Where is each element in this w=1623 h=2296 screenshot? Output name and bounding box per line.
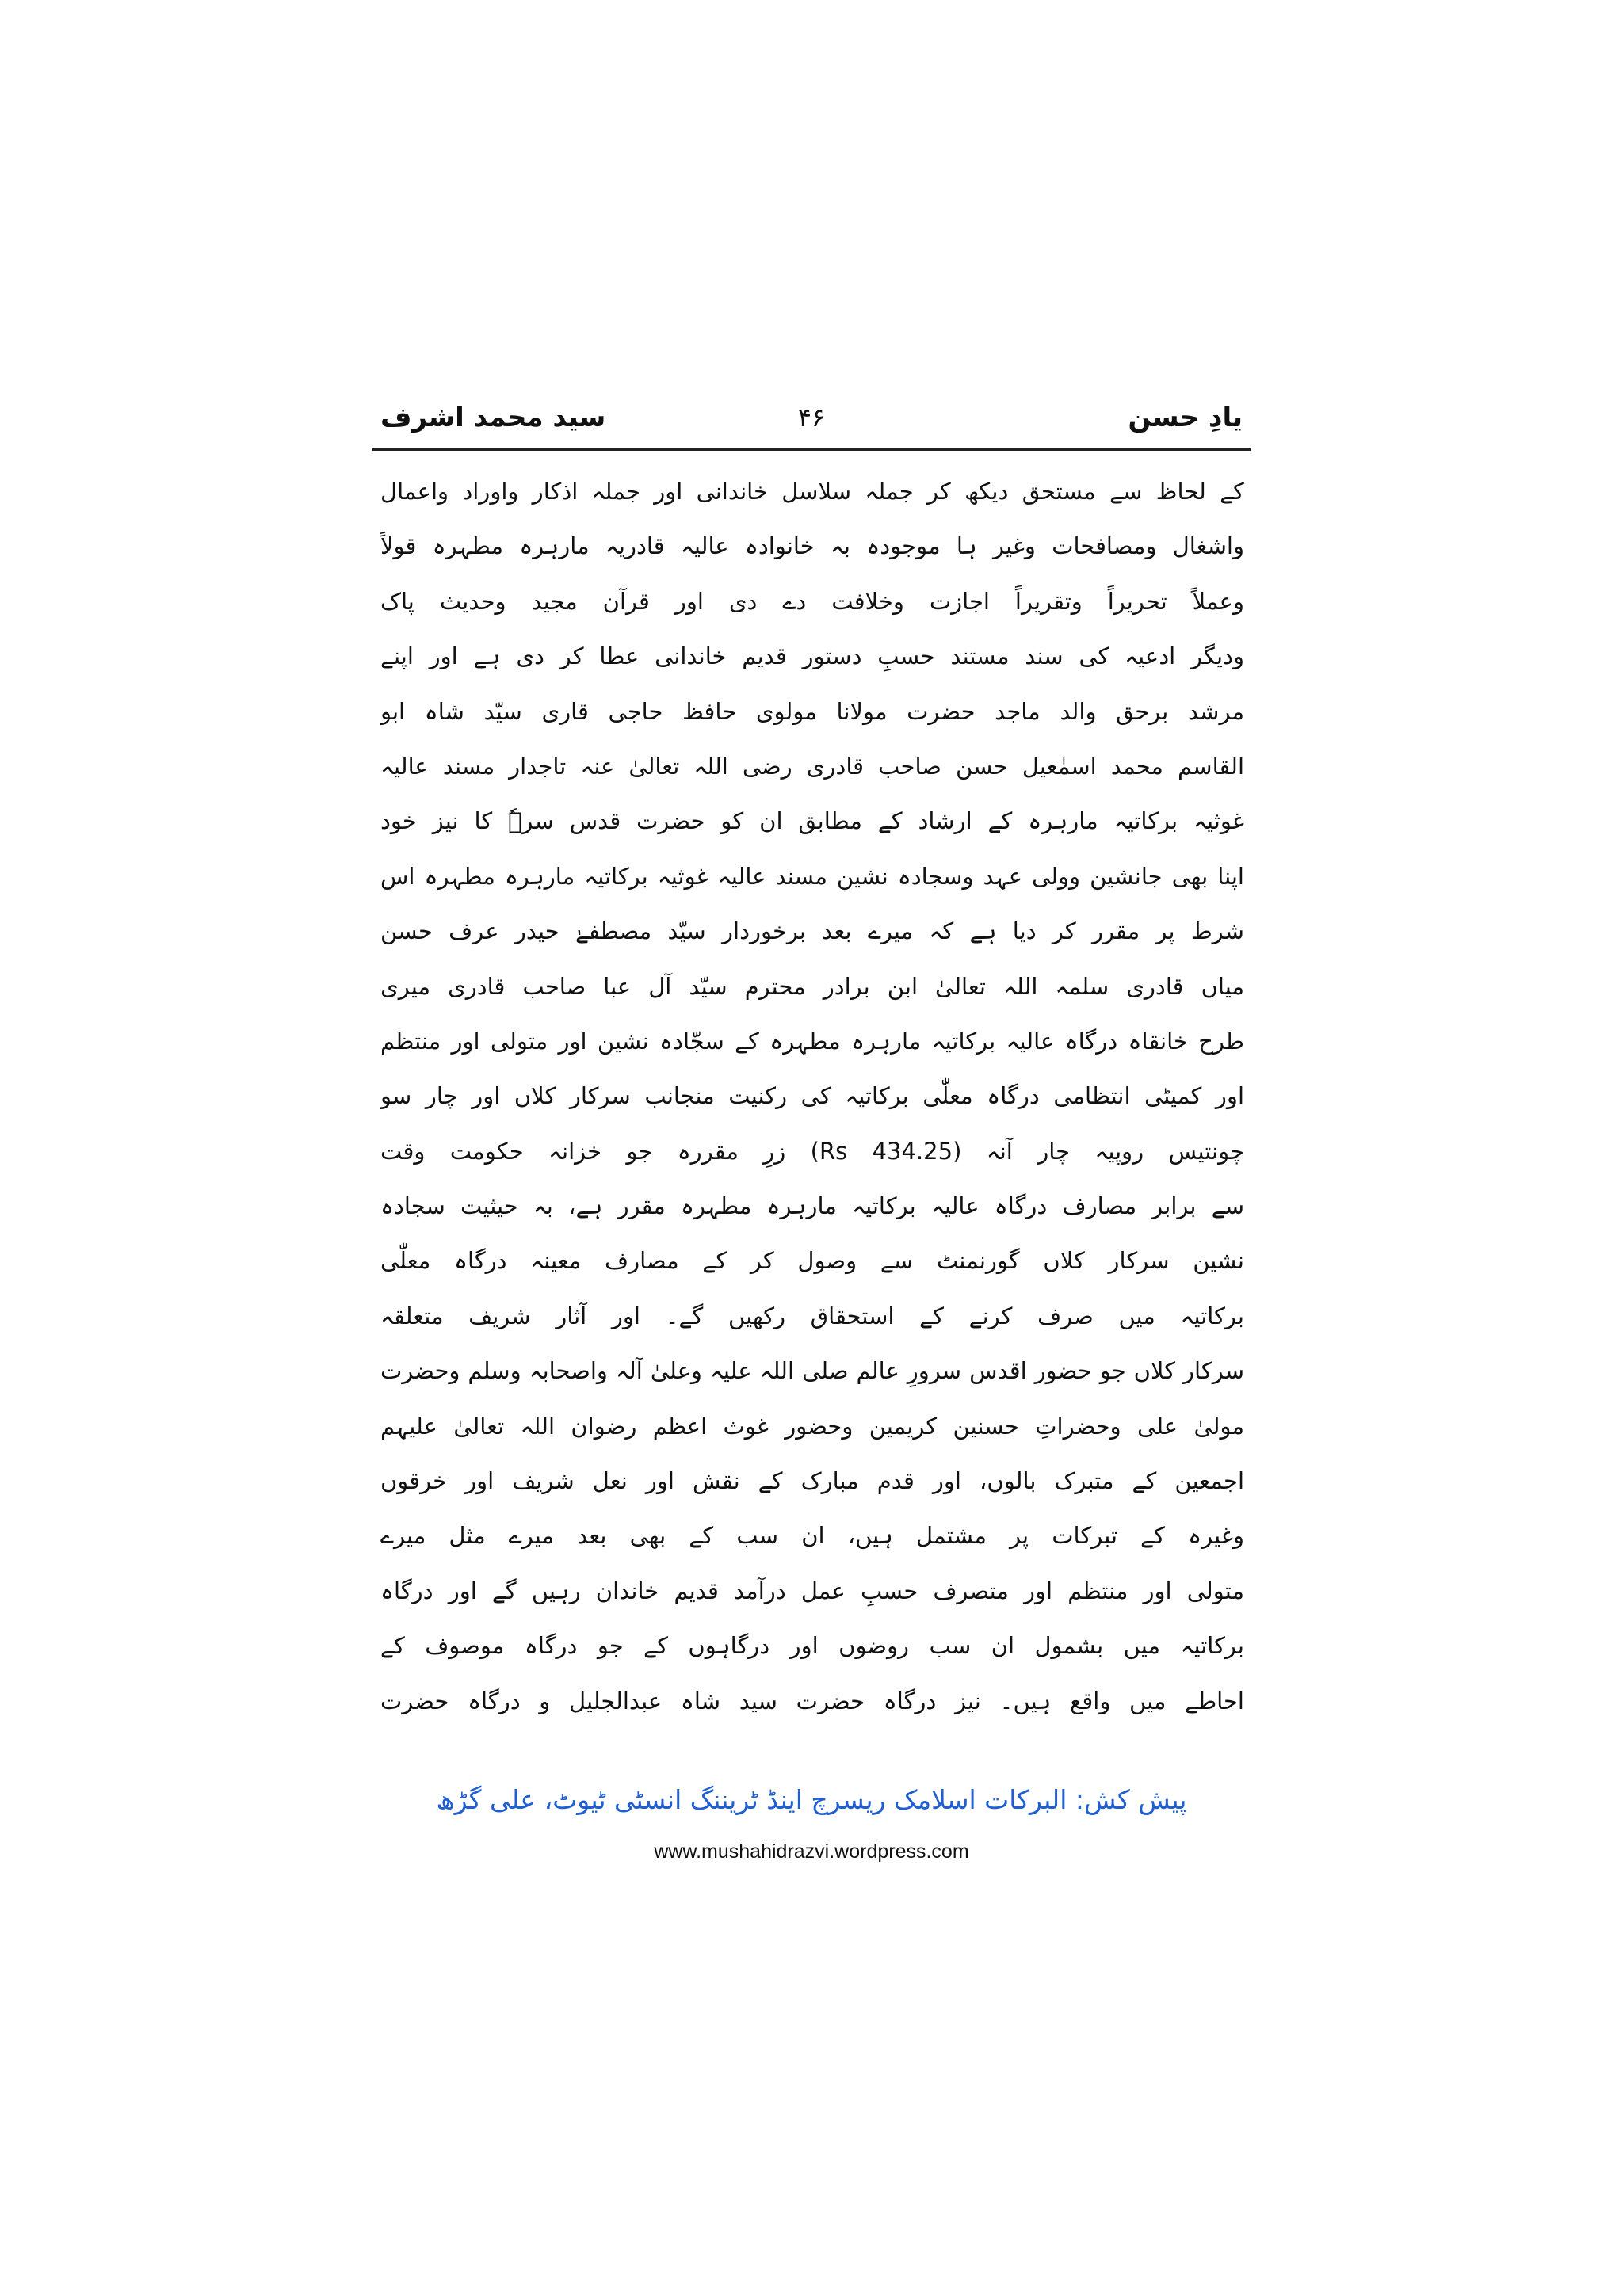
body-line: واشغال ومصافحات وغیر ہا موجودہ بہ خانوادہ عالیہ قادریہ مارہرہ مطہرہ قولاً	[380, 532, 1244, 560]
body-line: احاطے میں واقع ہیں۔ نیز درگاہ حضرت سید شاہ عبدالجلیل و درگاہ حضرت	[380, 1687, 1244, 1714]
body-line: سرکار کلاں جو حضور اقدس سرورِ عالم صلی اللہ علیہ وعلیٰ آلہ واصحابہ وسلم وحضرت	[380, 1357, 1244, 1385]
body-line: کے لحاظ سے مستحق دیکھ کر جملہ سلاسل خاندانی اور جملہ اذکار واوراد واعمال	[380, 478, 1244, 505]
body-line: وغیرہ کے تبرکات پر مشتمل ہیں، ان سب کے بھی بعد میرے مثل میرے	[380, 1522, 1244, 1550]
book-title: یادِ حسن	[1128, 402, 1243, 433]
body-line: وعملاً تحریراً وتقریراً اجازت وخلافت دے دی اور قرآن مجید وحدیث پاک	[380, 587, 1244, 615]
body-line: برکاتیہ میں بشمول ان سب روضوں اور درگاہوں کے جو درگاہ موصوف کے	[380, 1632, 1244, 1660]
body-line: چونتیس روپیہ چار آنہ (Rs 434.25) زرِ مقررہ جو خزانہ حکومت وقت	[380, 1137, 1244, 1165]
body-line: غوثیہ برکاتیہ مارہرہ کے ارشاد کے مطابق ان کو حضرت قدس سرہٗ کا نیز خود	[380, 807, 1244, 835]
body-line: القاسم محمد اسمٰعیل حسن صاحب قادری رضی اللہ تعالیٰ عنہ تاجدار مسند عالیہ	[380, 752, 1244, 780]
page-number: ۴۶	[797, 402, 826, 433]
body-line: اجمعین کے متبرک بالوں، اور قدم مبارک کے نقش اور نعل شریف اور خرقوں	[380, 1467, 1244, 1495]
body-line: ودیگر ادعیہ کی سند مستند حسبِ دستور قدیم خاندانی عطا کر دی ہے اور اپنے	[380, 643, 1244, 670]
body-text	[380, 464, 1244, 1729]
body-line: برکاتیہ میں صرف کرنے کے استحقاق رکھیں گے۔ اور آثار شریف متعلقہ	[380, 1302, 1244, 1329]
body-line: مرشد برحق والد ماجد حضرت مولانا مولوی حافظ حاجی قاری سیّد شاہ ابو	[380, 697, 1244, 725]
body-line: متولی اور منتظم اور متصرف حسبِ عمل درآمد قدیم خاندان رہیں گے اور درگاہ	[380, 1577, 1244, 1604]
body-line: طرح خانقاہ درگاہ عالیہ برکاتیہ مارہرہ مطہرہ کے سجّادہ نشین اور متولی اور منتظم	[380, 1027, 1244, 1055]
publisher-credit: پیش کش: البرکات اسلامک ریسرچ اینڈ ٹریننگ انسٹی ٹیوٹ، علی گڑھ	[436, 1784, 1187, 1815]
body-line: مولیٰ علی وحضراتِ حسنین کریمین وحضور غوث اعظم رضوان اللہ تعالیٰ علیہم	[380, 1412, 1244, 1440]
author-title: سید محمد اشرف	[380, 402, 606, 433]
body-line: اور کمیٹی انتظامی درگاہ معلّٰی برکاتیہ کی رکنیت منجانب سرکار کلاں اور چار سو	[380, 1082, 1244, 1110]
header-rule	[372, 448, 1251, 451]
website-url[interactable]: www.mushahidrazvi.wordpress.com	[654, 1840, 969, 1863]
body-line: نشین سرکار کلاں گورنمنٹ سے وصول کر کے مصارف معینہ درگاہ معلّٰی	[380, 1247, 1244, 1275]
body-line: میاں قادری سلمہ اللہ تعالیٰ ابن برادر محترم سیّد آل عبا صاحب قادری میری	[380, 972, 1244, 1000]
body-line: سے برابر مصارف درگاہ عالیہ برکاتیہ مارہرہ مطہرہ مقرر ہے، بہ حیثیت سجادہ	[380, 1192, 1244, 1220]
body-line: شرط پر مقرر کر دیا ہے کہ میرے بعد برخوردار سیّد مصطفےٰ حیدر عرف حسن	[380, 917, 1244, 945]
page-header	[372, 390, 1251, 445]
body-line: اپنا بھی جانشین وولی عہد وسجادہ نشین مسند عالیہ غوثیہ برکاتیہ مارہرہ مطہرہ اس	[380, 862, 1244, 890]
